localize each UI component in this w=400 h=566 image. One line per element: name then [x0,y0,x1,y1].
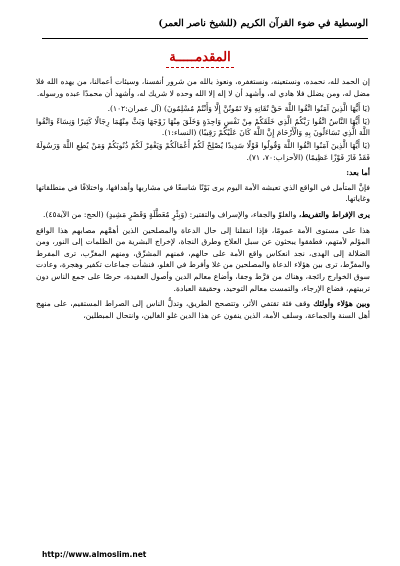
middle-way-text: وقف فئة تقتفي الأثر، وتتصحح الطريق، وتدلُّ الناس إلى الصراط المستقيم، على منهج أهل السنة والجماعة، وسلف الأمة، الذين ينفون عن هذا الدين غلو الغالين، وانتحال المبطلين، [36,299,370,320]
middle-way-lead: وبين هؤلاء وأولئك [313,299,370,309]
title-underline [166,67,234,68]
amma-bad-heading: أما بعد: [346,168,370,178]
extremes-paragraph [36,209,370,221]
body-text [36,76,370,325]
footer-url: http://www.almoslim.net [42,550,147,559]
opening-paragraph: إن الحمد لله، نحمده، ونستعينه، ونستغفره، ونعوذ بالله من شرور أنفسنا، وسيئات أعمالنا، من يهده الله فلا مضل له، ومن يضلل فلا هادي له، وأشهد أن لا إله إلا الله وحده لا شريك له، وأشهد أن محمدًا عبده ورسوله. [36,77,370,98]
verse-an-nisa: (يَا أَيُّهَا النَّاسُ اتَّقُوا رَبَّكُمُ الَّذِي خَلَقَكُمْ مِنْ نَفْسٍ وَاحِدَةٍ وَخَلَقَ مِنْهَا زَوْجَهَا وَبَثَّ مِنْهُمَا رِجَالًا كَثِيرًا وَنِسَاءً وَاتَّقُوا اللَّهَ الَّذِي تَسَاءَلُونَ بِهِ وَالْأَرْحَامَ إِنَّ اللَّهَ كَانَ عَلَيْكُمْ رَقِيبًا) (النساء:١). [36,116,370,138]
extremes-text: والغلوّ والجفاء، والإسراف والتقتير: (وَبِئْرٍ مُعَطَّلَةٍ وَقَصْرٍ مَشِيدٍ) (الحج: من الآية٤٥). [43,209,299,219]
running-header: الوسطية في ضوء القرآن الكريم (للشيخ ناصر العمر) [42,16,368,39]
reflection-paragraph: فإنَّ المتأمل في الواقع الذي تعيشه الأمة اليوم يرى بَوْنًا شاسعًا في مشاربها وأهدافها، واختلافًا في منطلقاتها وغاياتها. [36,182,370,204]
middle-way-paragraph [36,298,370,321]
section-title: المقدمـــــة [169,50,231,65]
verse-al-imran: (يَا أَيُّهَا الَّذِينَ آمَنُوا اتَّقُوا اللَّهَ حَقَّ تُقَاتِهِ وَلا تَمُوتُنَّ إِلَّا وَأَنْتُمْ مُسْلِمُونَ) (آل عمران:١٠٢). [107,104,370,114]
verse-al-ahzab: (يَا أَيُّهَا الَّذِينَ آمَنُوا اتَّقُوا اللَّهَ وَقُولُوا قَوْلًا سَدِيدًا يُصْلِحْ لَكُمْ أَعْمَالَكُمْ وَيَغْفِرْ لَكُمْ ذُنُوبَكُمْ وَمَنْ يُطِعِ اللَّهَ وَرَسُولَهُ فَقَدْ فَازَ فَوْزًا عَظِيمًا) (الأحزاب:٧٠، ٧١). [36,140,370,162]
preachers-paragraph: هذا على مستوى الأمة عمومًا، فإذا انتقلنا إلى حال الدعاة والمصلحين الذين أهمَّهم مصابهم هذا الواقع المؤلم لأمتهم، فطفقوا يبحثون عن سبل العلاج وطرق النجاة، لإخراج البشرية من الظلمات إلى النور، ومن الضلالة إلى الهدى، نجد انعكاس واقع الأمة على حالهم، فمنهم المشرِّق، ومنهم المغرِّب، ترى المفرط والمفرِّط، ترى بين هؤلاء الدعاة والمصلحين من غلا وأفرط في الغلو، فنشأت جماعات تكفير وهجرة، وعادت سوق الخوارج رائجة، وهناك من فرَّط وجفا، وأضاع معالم الدين وأصول العقيدة، حرصًا على جمع الناس دون تربيتهم، فضاع الإرجاء، والتمست معالم التوحيد، وحقيقة العبادة. [36,225,370,293]
extremes-lead: يرى الإفراط والتفريط، [298,209,370,219]
